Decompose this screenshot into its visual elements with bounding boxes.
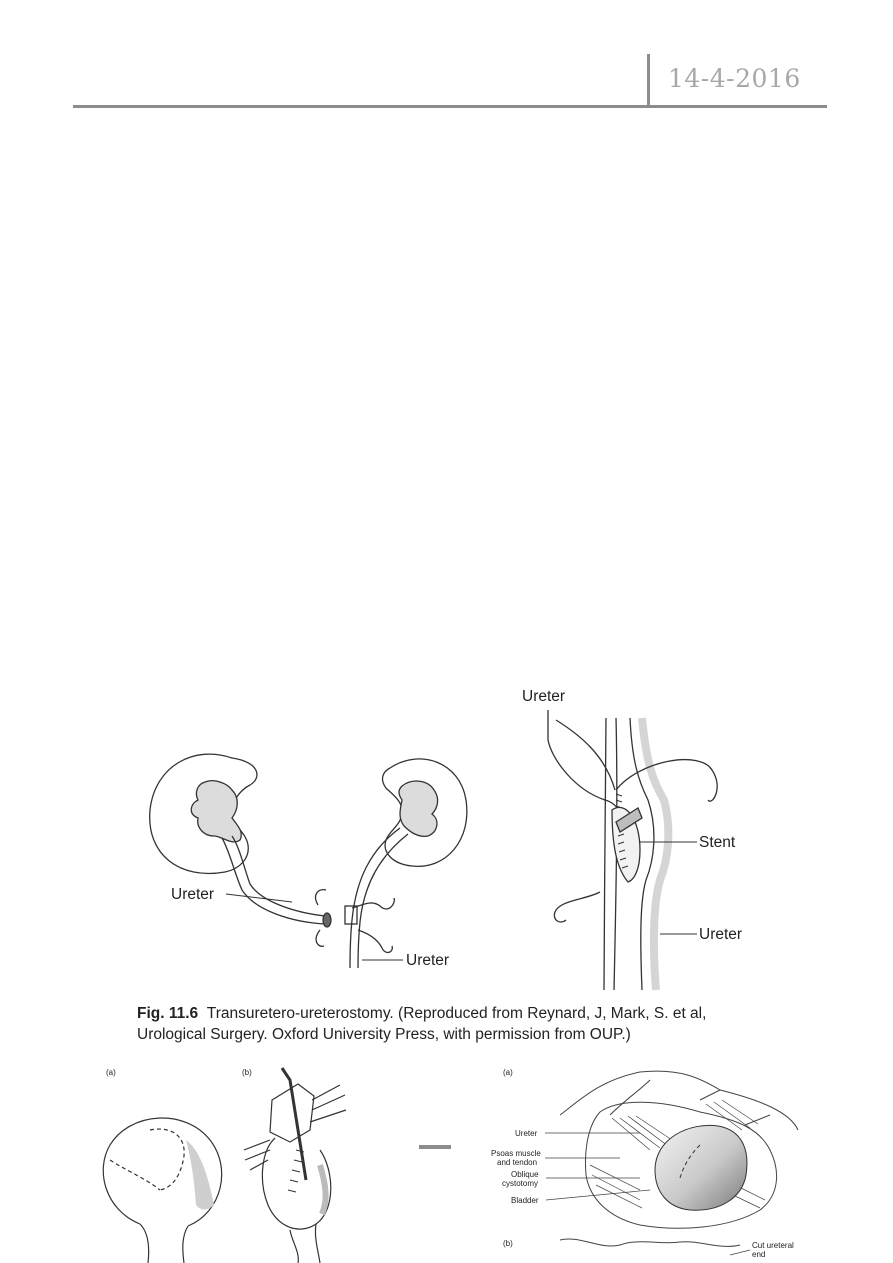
figure-number: Fig. 11.6 [137, 1005, 199, 1022]
label-panel-a-left: (a) [106, 1068, 116, 1077]
bladder-illustration-b [244, 1068, 346, 1263]
bladder-illustration-a [103, 1118, 221, 1263]
kidneys-illustration [150, 754, 467, 968]
left-ureter [232, 836, 325, 916]
left-renal-pelvis [191, 781, 241, 842]
label-cut-2: end [752, 1250, 766, 1259]
anastomosis [323, 913, 331, 927]
label-bladder: Bladder [511, 1196, 539, 1205]
right-renal-pelvis [399, 781, 438, 836]
label-ureter-top: Ureter [522, 688, 566, 705]
label-psoas-2: and tendon [497, 1158, 538, 1167]
label-oblique-2: cystotomy [502, 1179, 539, 1188]
figure-caption-text: Transuretero-ureterostomy. (Reproduced from Reynard, J, Mark, S. et al, Urological Surgery. Oxford University Press, with permission from OUP.) [137, 1005, 707, 1043]
anastomosis-illustration [548, 710, 717, 990]
label-psoas-1: Psoas muscle [491, 1149, 541, 1158]
figure-caption [137, 1003, 777, 1045]
recipient-ureter [604, 718, 606, 990]
label-ureter-small: Ureter [515, 1129, 538, 1138]
label-panel-b-left: (b) [242, 1068, 252, 1077]
header-date: 14-4-2016 [668, 64, 801, 93]
label-ureter-bottom: Ureter [406, 952, 450, 969]
label-ureter-left: Ureter [171, 886, 215, 903]
label-panel-b-right: (b) [503, 1239, 513, 1248]
label-oblique-1: Oblique [511, 1170, 539, 1179]
label-ureter-right: Ureter [699, 926, 743, 943]
label-cut-1: Cut ureteral [752, 1241, 794, 1250]
psoas-hitch-illustration [545, 1071, 798, 1255]
label-stent: Stent [699, 834, 736, 851]
label-panel-a-right: (a) [503, 1068, 513, 1077]
separator-dash [419, 1145, 451, 1149]
